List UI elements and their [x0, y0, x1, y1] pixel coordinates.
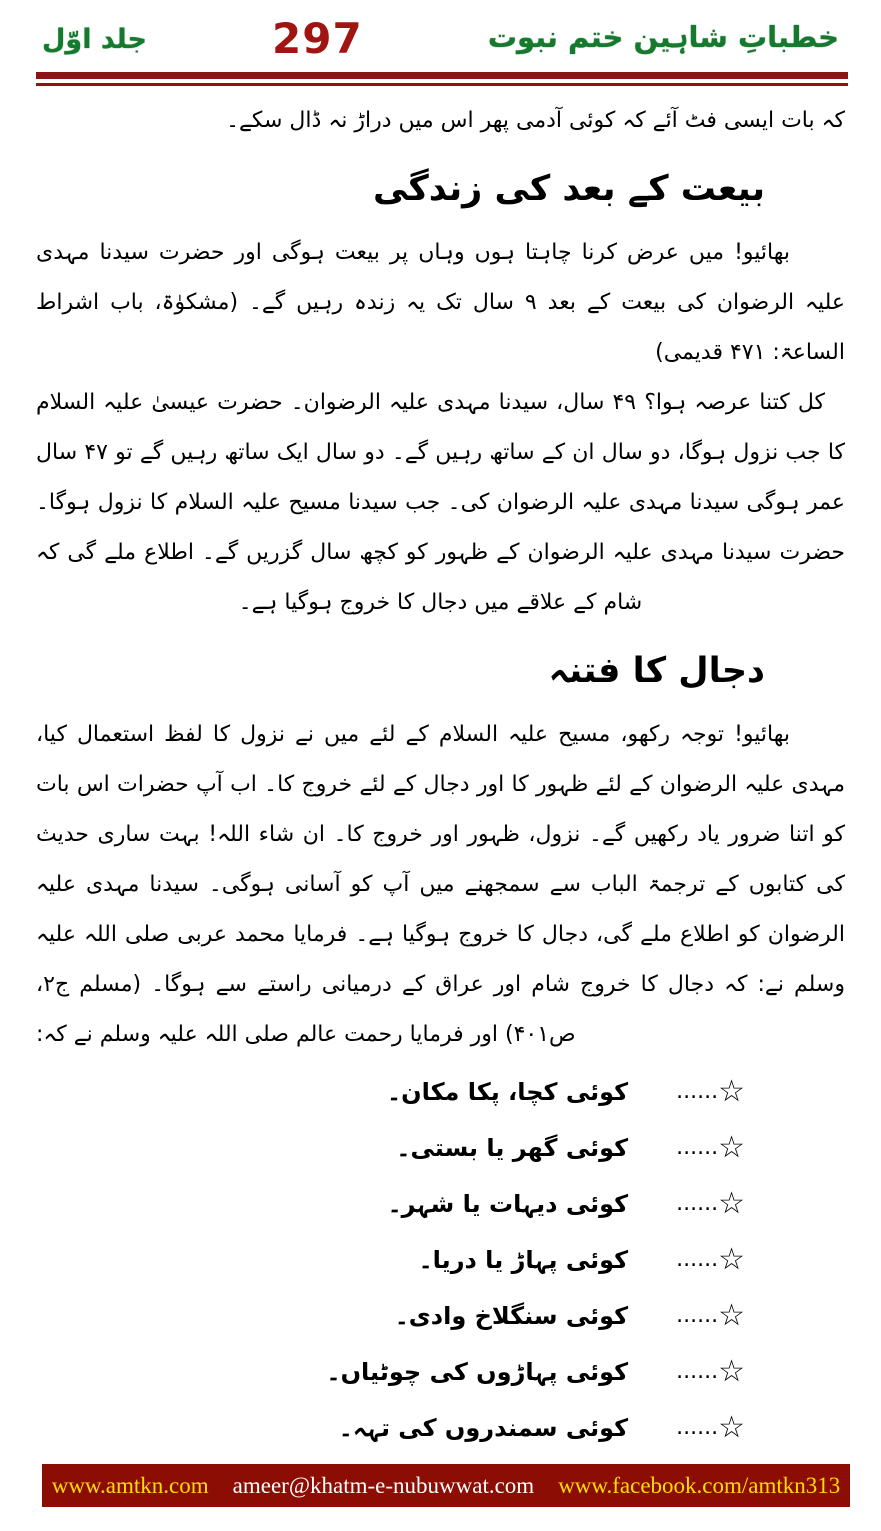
- double-rule-divider: [36, 72, 848, 86]
- star-icon: ☆: [718, 1242, 745, 1277]
- dots-leader: ......: [676, 1191, 719, 1216]
- dots-leader: ......: [676, 1247, 719, 1272]
- volume-label: جلد اوّل: [42, 24, 147, 55]
- list-item: [36, 1344, 745, 1400]
- list-item-text: کوئی دیہات یا شہر۔: [387, 1190, 629, 1218]
- list-item-text: کوئی سمندروں کی تہہ۔: [338, 1414, 629, 1442]
- star-icon: ☆: [718, 1074, 745, 1109]
- list-item-text: کوئی گھر یا بستی۔: [396, 1134, 629, 1162]
- dots-leader: ......: [676, 1415, 719, 1440]
- list-item: [36, 1232, 745, 1288]
- dajjal-locations-list: [36, 1060, 845, 1456]
- page-header: [0, 0, 881, 63]
- dots-leader: ......: [676, 1079, 719, 1104]
- list-item-text: کوئی پہاڑ یا دریا۔: [418, 1246, 629, 1274]
- page-number: 297: [272, 14, 363, 63]
- list-item: [36, 1288, 745, 1344]
- page-body: [0, 86, 881, 1456]
- bayat-paragraph-1: بھائیو! میں عرض کرنا چاہتا ہوں وہاں پر بیعت ہوگی اور حضرت سیدنا مہدی علیہ الرضوان کی بیعت کے بعد ۹ سال تک یہ زندہ رہیں گے۔ (مشکوٰۃ، باب اشراط الساعۃ: ۴۷۱ قدیمی): [36, 240, 846, 365]
- dots-leader: ......: [676, 1303, 719, 1328]
- dots-leader: ......: [676, 1135, 719, 1160]
- list-item: [36, 1064, 745, 1120]
- star-icon: ☆: [718, 1298, 745, 1333]
- star-icon: ☆: [718, 1186, 745, 1221]
- list-item-text: کوئی سنگلاخ وادی۔: [394, 1302, 629, 1330]
- list-item-text: کوئی کچا، پکا مکان۔: [387, 1078, 629, 1106]
- bayat-paragraph-2: کل کتنا عرصہ ہوا؟ ۴۹ سال، سیدنا مہدی علیہ الرضوان۔ حضرت عیسیٰ علیہ السلام کا جب نزول ہوگا، دو سال ان کے ساتھ رہیں گے۔ دو سال ایک ساتھ رہیں گے تو ۴۷ سال عمر ہوگی سیدنا مہدی علیہ الرضوان کی۔ جب سیدنا مسیح علیہ السلام کا نزول ہوگا۔ حضرت سیدنا مہدی علیہ الرضوان کے ظہور کو کچھ سال گزریں گے۔ اطلاع ملے گی کہ شام کے علاقے میں دجال کا خروج ہوگیا ہے۔: [36, 390, 845, 615]
- list-item-text: کوئی پہاڑوں کی چوٹیاں۔: [326, 1358, 629, 1386]
- list-item: [36, 1120, 745, 1176]
- list-item: [36, 1176, 745, 1232]
- list-item: [36, 1400, 745, 1456]
- dajjal-paragraph-1: بھائیو! توجہ رکھو، مسیح علیہ السلام کے لئے میں نے نزول کا لفظ استعمال کیا، مہدی علیہ الرضوان کے لئے ظہور کا اور دجال کے لئے خروج کا۔ اب آپ حضرات اس بات کو اتنا ضرور یاد رکھیں گے۔ نزول، ظہور اور خروج کا۔ ان شاء اللہ! بہت ساری حدیث کی کتابوں کے ترجمۃ الباب سے سمجھنے میں آپ کو آسانی ہوگی۔ سیدنا مہدی علیہ الرضوان کو اطلاع ملے گی، دجال کا خروج ہوگیا ہے۔ فرمایا محمد عربی صلی اللہ علیہ وسلم نے: کہ دجال کا خروج شام اور عراق کے درمیانی راستے سے ہوگا۔ (مسلم ج۲، ص۴۰۱) اور فرمایا رحمت عالم صلی اللہ علیہ وسلم نے کہ:: [36, 722, 845, 1047]
- star-icon: ☆: [718, 1410, 745, 1445]
- section-heading-bayat: بیعت کے بعد کی زندگی: [373, 169, 765, 209]
- facebook-text: www.facebook.com/amtkn313: [558, 1472, 841, 1498]
- website-text: www.amtkn.com: [51, 1472, 209, 1498]
- section-heading-dajjal: دجال کا فتنہ: [548, 651, 765, 691]
- star-icon: ☆: [718, 1354, 745, 1389]
- star-icon: ☆: [718, 1130, 745, 1165]
- book-title: خطباتِ شاہین ختم نبوت: [487, 20, 839, 54]
- email-text: ameer@khatm-e-nubuwwat.com: [232, 1472, 535, 1498]
- dots-leader: ......: [676, 1359, 719, 1384]
- intro-paragraph: کہ بات ایسی فٹ آئے کہ کوئی آدمی پھر اس میں دراڑ نہ ڈال سکے۔: [226, 108, 845, 133]
- footer-bar: [42, 1464, 850, 1507]
